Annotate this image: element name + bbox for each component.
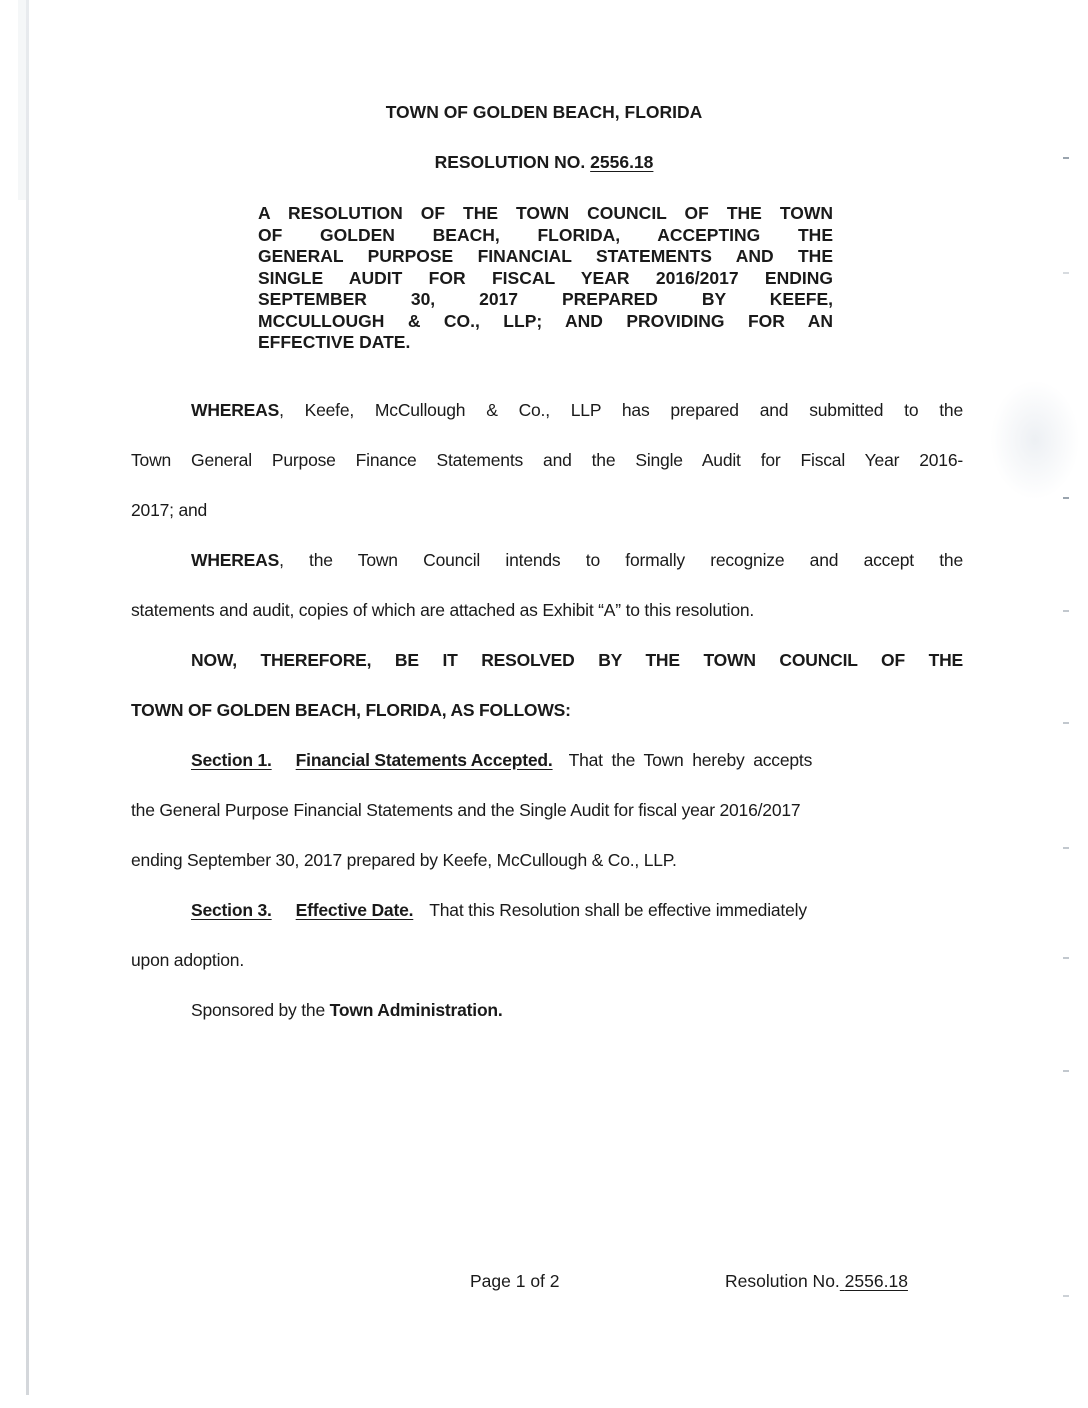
- whereas-1-line-2: Town General Purpose Finance Statements and the Single Audit for Fiscal Year 2016-: [131, 450, 963, 470]
- whereas-2-line-2: statements and audit, copies of which are attached as Exhibit “A” to this resolution.: [131, 600, 755, 620]
- resolved-line-2: TOWN OF GOLDEN BEACH, FLORIDA, AS FOLLOWS:: [131, 700, 571, 720]
- whereas-1-line-1: [131, 400, 963, 421]
- section-3-line-1: [131, 900, 963, 921]
- caption-line: EFFECTIVE DATE.: [258, 332, 411, 352]
- resolution-caption: [258, 203, 833, 354]
- scan-mark: [1063, 722, 1069, 724]
- section-3-number: Section 3.: [191, 900, 272, 920]
- scan-mark: [1063, 610, 1069, 612]
- whereas-text: , the Town Council intends to formally recognize and accept the: [279, 550, 963, 570]
- scan-mark: [1063, 1070, 1069, 1072]
- caption-line: GENERAL PURPOSE FINANCIAL STATEMENTS AND THE: [258, 246, 833, 266]
- caption-line: SEPTEMBER 30, 2017 PREPARED BY KEEFE,: [258, 289, 833, 309]
- whereas-2-line-1: [131, 550, 963, 571]
- section-1-line-3: ending September 30, 2017 prepared by Keefe, McCullough & Co., LLP.: [131, 850, 677, 870]
- scan-mark: [1063, 272, 1069, 274]
- section-1-text: That the Town hereby accepts: [568, 750, 813, 770]
- sponsor-name: Town Administration.: [329, 1000, 503, 1020]
- footer-resolution-label: Resolution No.: [725, 1271, 840, 1291]
- resolution-heading: [0, 152, 1088, 173]
- section-3-line-2: upon adoption.: [131, 950, 245, 970]
- scan-edge: [26, 0, 29, 1395]
- whereas-1-line-3: 2017; and: [131, 500, 208, 520]
- section-3-title: Effective Date.: [295, 900, 414, 920]
- caption-line: A RESOLUTION OF THE TOWN COUNCIL OF THE TOWN: [258, 203, 833, 223]
- caption-line: OF GOLDEN BEACH, FLORIDA, ACCEPTING THE: [258, 224, 833, 245]
- footer-resolution: [725, 1271, 908, 1292]
- resolution-number: 2556.18: [590, 152, 654, 172]
- caption-line: MCCULLOUGH & CO., LLP; AND PROVIDING FOR AN: [258, 310, 833, 331]
- section-1-number: Section 1.: [191, 750, 272, 770]
- resolved-line-1: NOW, THEREFORE, BE IT RESOLVED BY THE TOWN COUNCIL OF THE: [191, 650, 963, 670]
- footer-resolution-value: 2556.18: [844, 1271, 908, 1291]
- caption-line: SINGLE AUDIT FOR FISCAL YEAR 2016/2017 ENDING: [258, 267, 833, 288]
- scan-mark: [1063, 1295, 1069, 1297]
- section-1-line-1: [131, 750, 963, 771]
- section-3-text: That this Resolution shall be effective immediately: [429, 900, 807, 920]
- page-number: Page 1 of 2: [470, 1271, 560, 1291]
- sponsor-prefix: Sponsored by the: [191, 1000, 330, 1020]
- resolution-label: RESOLUTION NO.: [434, 152, 586, 172]
- whereas-lead: WHEREAS: [191, 400, 280, 420]
- whereas-lead: WHEREAS: [191, 550, 280, 570]
- scan-smudge: [990, 380, 1080, 500]
- section-1-title: Financial Statements Accepted.: [295, 750, 553, 770]
- scan-mark: [1063, 497, 1069, 499]
- scan-mark: [1063, 957, 1069, 959]
- footer-resolution-number: [840, 1271, 908, 1291]
- whereas-text: , Keefe, McCullough & Co., LLP has prepared and submitted to the: [279, 400, 963, 420]
- document-heading: TOWN OF GOLDEN BEACH, FLORIDA: [385, 102, 703, 122]
- sponsor-line: [131, 1000, 963, 1021]
- scan-mark: [1063, 847, 1069, 849]
- section-1-line-2: the General Purpose Financial Statements and the Single Audit for fiscal year 2016/2017: [131, 800, 801, 820]
